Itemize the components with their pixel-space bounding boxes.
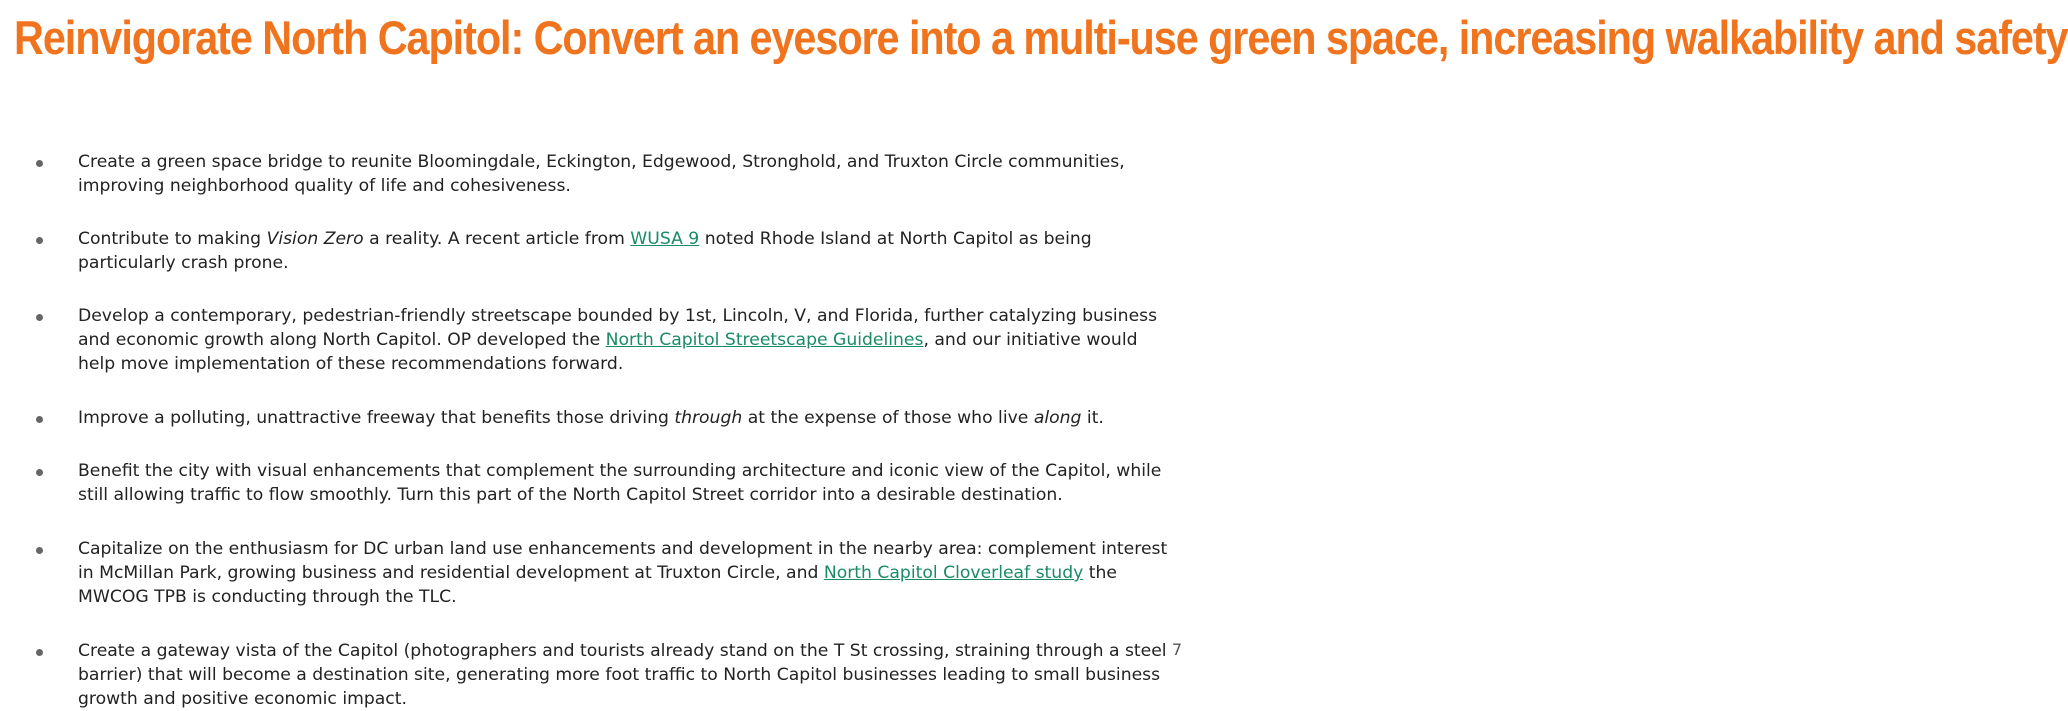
bullet-text-part: at the expense of those who live bbox=[742, 408, 1034, 428]
bullet-text-part: noted Rhode Island at North Capitol as being particularly crash prone. bbox=[78, 229, 1092, 273]
bullet-dot-icon bbox=[36, 416, 43, 423]
bullet-item-gateway-vista bbox=[0, 639, 1200, 711]
bullet-item-freeway bbox=[0, 406, 1200, 430]
bullet-emphasis: Vision Zero bbox=[266, 229, 364, 249]
bullet-text-part: a reality. A recent article from bbox=[363, 229, 631, 249]
bullet-text-part: Capitalize on the enthusiasm for DC urban land use enhancements and development in the nearby area: complement interest in McMillan Park, growing business and residential development at Truxton Circle, and bbox=[78, 539, 1168, 583]
bullet-dot-icon bbox=[36, 469, 43, 476]
bullet-dot-icon bbox=[36, 237, 43, 244]
bullet-emphasis: along bbox=[1033, 408, 1082, 428]
slide-title bbox=[14, 4, 2068, 72]
bullet-item-vision-zero bbox=[0, 227, 1200, 275]
bullet-dot-icon bbox=[36, 649, 43, 656]
bullet-dot-icon bbox=[36, 547, 43, 554]
cloverleaf-study-link[interactable]: North Capitol Cloverleaf study bbox=[823, 563, 1084, 583]
page-number: 7 bbox=[1171, 640, 1182, 659]
bullet-item-visual-enhancements bbox=[0, 459, 1200, 507]
bullet-text: Create a green space bridge to reunite Bloomingdale, Eckington, Edgewood, Stronghold, and Truxton Circle communities, improving neighborhood quality of life and cohesiveness. bbox=[78, 152, 1125, 196]
bullet-text-part: the MWCOG TPB is conducting through the TLC. bbox=[78, 563, 1117, 607]
bullet-item-green-space-bridge bbox=[0, 150, 1200, 198]
bullet-text: Create a gateway vista of the Capitol (photographers and tourists already stand on the T St crossing, straining through a steel barrier) that will become a destination site, generating more foot traffic to North Capitol businesses leading to small business growth and positive economic impact. bbox=[78, 641, 1167, 709]
bullet-text-part: , and our initiative would help move implementation of these recommendations forward. bbox=[78, 330, 1138, 374]
streetscape-guidelines-link[interactable]: North Capitol Streetscape Guidelines bbox=[605, 330, 924, 350]
bullet-dot-icon bbox=[36, 314, 43, 321]
bullet-text-part: Develop a contemporary, pedestrian-friendly streetscape bounded by 1st, Lincoln, V, and Florida, further catalyzing business and economic growth along North Capitol. OP developed the bbox=[78, 306, 1158, 350]
bullet-item-streetscape bbox=[0, 304, 1200, 376]
bullet-text: Benefit the city with visual enhancements that complement the surrounding architecture and iconic view of the Capitol, while still allowing traffic to flow smoothly. Turn this part of the North Capitol Street corridor into a desirable destination. bbox=[78, 461, 1162, 505]
bullet-text-part: Improve a polluting, unattractive freeway that benefits those driving bbox=[78, 408, 675, 428]
wusa9-link[interactable]: WUSA 9 bbox=[630, 229, 700, 249]
slide-title-text: Reinvigorate North Capitol: Convert an eyesore into a multi-use green space, increasing walkability and safety bbox=[14, 11, 2068, 64]
bullet-dot-icon bbox=[36, 160, 43, 167]
bullet-text-part: it. bbox=[1081, 408, 1104, 428]
bullet-text-part: Contribute to making bbox=[78, 229, 267, 249]
bullet-emphasis: through bbox=[674, 408, 743, 428]
bullet-list bbox=[0, 150, 1200, 711]
bullet-item-capitalize bbox=[0, 537, 1200, 609]
